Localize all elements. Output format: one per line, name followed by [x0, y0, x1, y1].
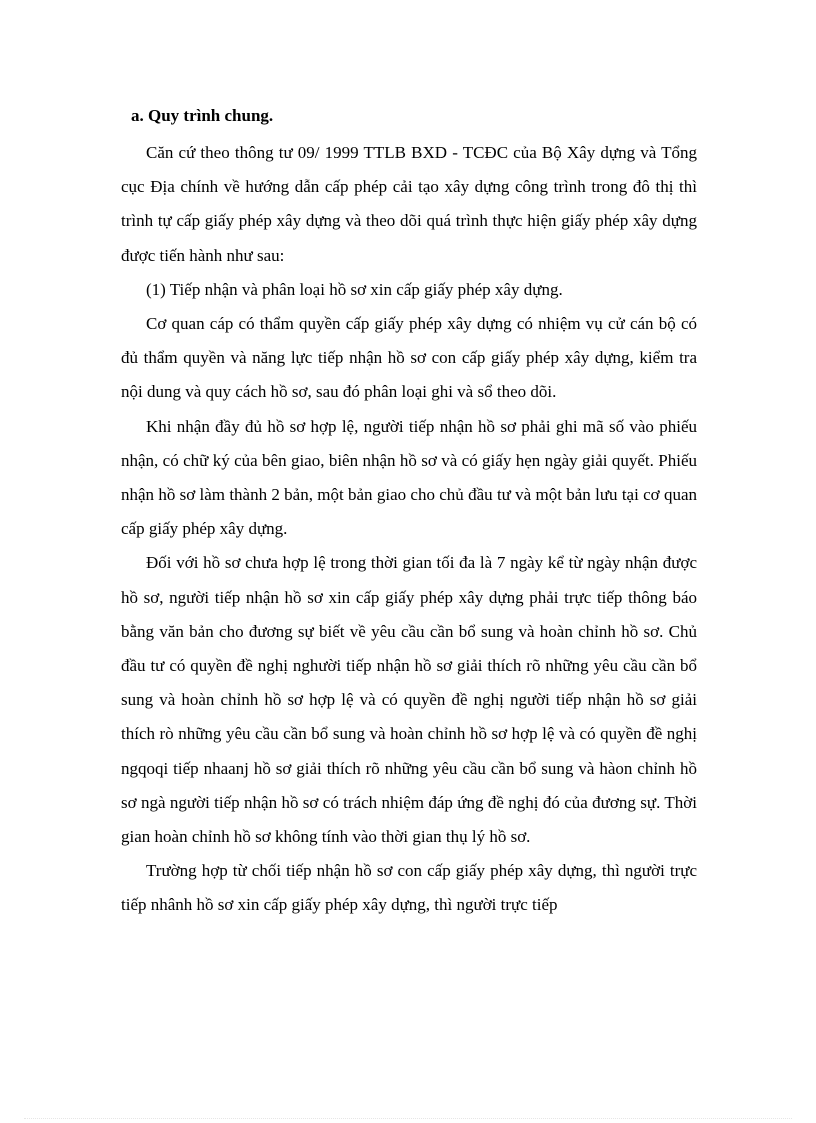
paragraph-step-1: (1) Tiếp nhận và phân loại hồ sơ xin cấp giấy phép xây dựng. [146, 279, 563, 299]
section-heading: a. Quy trình chung. [131, 106, 274, 125]
page-bottom-rule [24, 1118, 792, 1119]
body-text [121, 136, 697, 923]
paragraph-invalid-dossier: Đối với hồ sơ chưa hợp lệ trong thời gian tối đa là 7 ngày kể từ ngày nhận được hồ sơ, người tiếp nhận hồ sơ xin cấp giấy phép xây dựng phải trực tiếp thông báo bằng văn bản cho đương sự biết về yêu cầu cần bổ sung và hoàn chỉnh hồ sơ. Chủ đầu tư có quyền đề nghị nghười tiếp nhận hồ sơ giải thích rõ những yêu cầu cần bổ sung và hoàn chỉnh hồ sơ hợp lệ và có quyền đề nghị người tiếp nhận hồ sơ giải thích rò những yêu cầu cần bổ sung và hoàn chỉnh hồ sơ hợp lệ và có quyền đề nghị ngqoqi tiếp nhaanj hồ sơ giải thích rõ những yêu cầu cần bổ sung và hàon chỉnh hồ sơ ngà người tiếp nhận hồ sơ có trách nhiệm đáp ứng đề nghị đó của đương sự. Thời gian hoàn chỉnh hồ sơ không tính vào thời gian thụ lý hồ sơ. [121, 553, 697, 847]
paragraph-legal-basis: Căn cứ theo thông tư 09/ 1999 TTLB BXD - TCĐC của Bộ Xây dựng và Tổng cục Địa chính về hướng dẫn cấp phép cải tạo xây dựng công trình trong đô thị thì trình tự cấp giấy phép xây dựng và theo dõi quá trình thực hiện giấy phép xây dựng được tiến hành như sau: [121, 143, 697, 265]
paragraph-valid-dossier: Khi nhận đầy đủ hồ sơ hợp lệ, người tiếp nhận hồ sơ phải ghi mã số vào phiếu nhận, có chữ ký của bên giao, biên nhận hồ sơ và có giấy hẹn ngày giải quyết. Phiếu nhận hồ sơ làm thành 2 bản, một bản giao cho chủ đầu tư và một bản lưu tại cơ quan cấp giấy phép xây dựng. [121, 416, 697, 539]
paragraph-refusal: Trường hợp từ chối tiếp nhận hồ sơ con cấp giấy phép xây dựng, thì người trực tiếp nhânh hồ sơ xin cấp giấy phép xây dựng, thì người trực tiếp [121, 861, 697, 915]
paragraph-receiving-authority: Cơ quan cáp có thẩm quyền cấp giấy phép xây dựng có nhiệm vụ cử cán bộ có đủ thẩm quyền và năng lực tiếp nhận hồ sơ con cấp giấy phép xây dựng, kiểm tra nội dung và quy cách hồ sơ, sau đó phân loại ghi và sổ theo dõi. [121, 314, 697, 402]
